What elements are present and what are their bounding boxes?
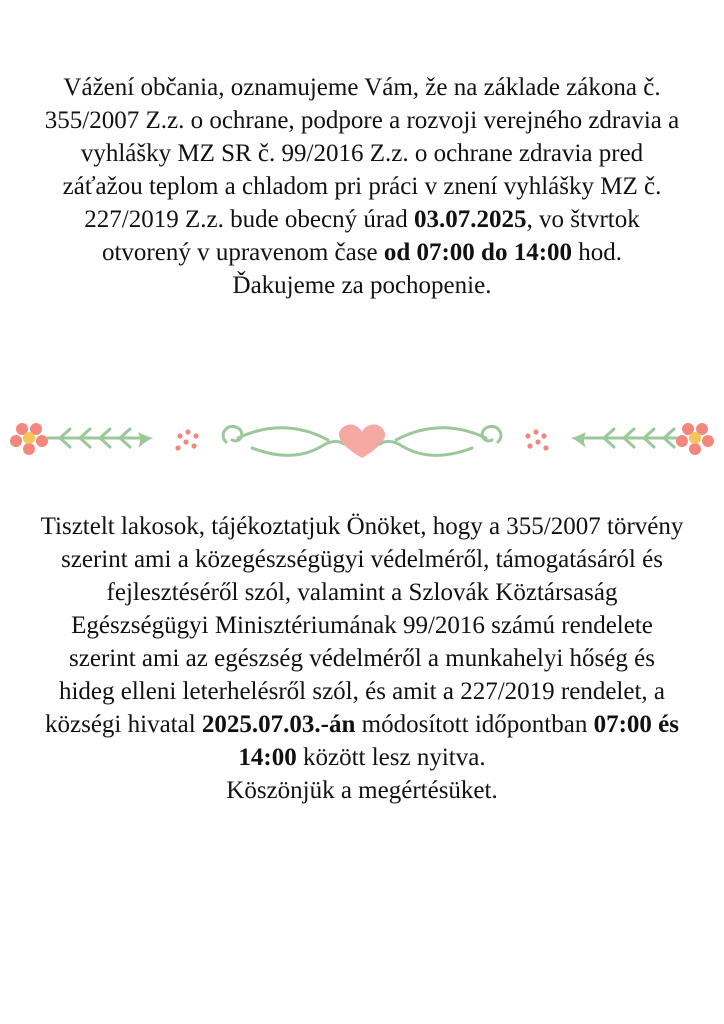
left-swirl-icon [223, 426, 344, 455]
floral-divider [0, 410, 724, 474]
right-leaf-tip-icon [570, 432, 586, 448]
right-swirl-icon [380, 426, 501, 455]
notice-slovak-body [40, 71, 684, 269]
left-leaf-branch-icon [48, 429, 148, 447]
heart-icon [339, 425, 385, 458]
right-leaf-branch-icon [576, 429, 676, 447]
left-flower-icon [10, 423, 48, 455]
notice-slovak-date: 03.07.2025 [414, 206, 527, 233]
notice-hungarian-date: 2025.07.03.-án [201, 711, 356, 738]
notice-slovak-text-3: hod. [572, 239, 623, 266]
notice-slovak-hours: od 07:00 do 14:00 [383, 239, 573, 266]
notice-slovak-thanks: Ďakujeme za pochopenie. [232, 272, 492, 299]
right-dots-icon [525, 429, 548, 450]
notice-hungarian-body [40, 510, 684, 774]
notice-hungarian-text-2: módosított időpontban [355, 711, 594, 738]
right-flower-icon [676, 423, 714, 455]
left-leaf-tip-icon [138, 432, 154, 448]
notice-slovak-text-2: , vo štvrtok otvorený v upravenom čase [101, 206, 640, 266]
notice-slovak-text-1: Vážení občania, oznamujeme Vám, že na základe zákona č. 355/2007 Z.z. o ochrane, podpore a rozvoji verejného zdravia a vyhlášky MZ SR č. 99/2016 Z.z. o ochrane zdravia pred záťažou teplom a chladom pri práci v znení vyhlášky MZ č. 227/2019 Z.z. bude obecný úrad [44, 74, 680, 233]
notice-hungarian-hours: 07:00 és 14:00 [238, 711, 679, 771]
notice-hungarian [40, 510, 684, 807]
notice-slovak [40, 71, 684, 302]
notice-hungarian-text-3: között lesz nyitva. [296, 744, 486, 771]
left-dots-icon [175, 429, 198, 450]
notice-hungarian-thanks: Köszönjük a megértésüket. [226, 777, 498, 804]
notice-hungarian-text-1: Tisztelt lakosok, tájékoztatjuk Önöket, hogy a 355/2007 törvény szerint ami a közegészségügyi védelméről, támogatásáról és fejlesztéséről szól, valamint a Szlovák Köztársaság Egészségügyi Minisztériumának 99/2016 számú rendelete szerint ami az egészség védelméről a munkahelyi hőség és hideg elleni leterhelésről szól, és amit a 227/2019 rendelet, a községi hivatal [40, 513, 684, 738]
